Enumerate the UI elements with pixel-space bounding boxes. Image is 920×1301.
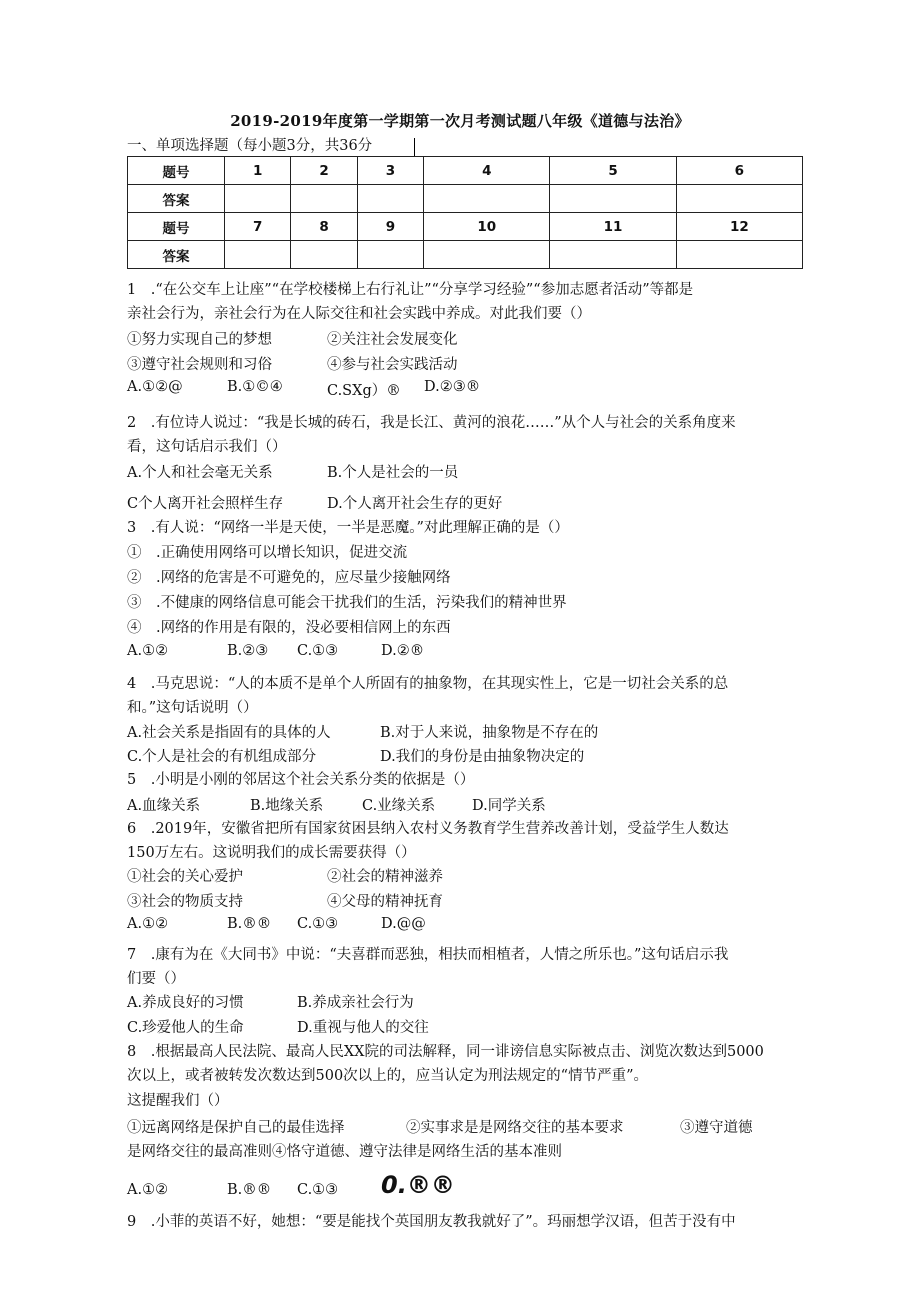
answer-cell[interactable] — [357, 241, 423, 269]
statement: ①努力实现自己的梦想 — [127, 332, 272, 348]
option-b: B.②③ — [227, 643, 269, 659]
question-6-line: 150万左右。这说明我们的成长需要获得（） — [127, 845, 416, 861]
question-2-line: 2 .有位诗人说过：“我是长城的砖石，我是长江、黄河的浪花……”从个人与社会的关系角度来 — [127, 415, 736, 431]
question-8-line: 是网络交往的最高准则④恪守道德、遵守法律是网络生活的基本准则 — [127, 1144, 562, 1160]
option-a: A.①② — [127, 916, 169, 932]
statement: ④ .网络的作用是有限的，没必要相信网上的东西 — [127, 620, 451, 636]
option-c: C.①③ — [297, 1182, 339, 1198]
table-row — [128, 185, 803, 213]
table-header-cell: 答案 — [128, 185, 225, 213]
option-a: A.①② — [127, 643, 169, 659]
question-5-line: 5 .小明是小刚的邻居这个社会关系分类的依据是（） — [127, 772, 475, 788]
table-cell: 11 — [550, 213, 676, 241]
answer-cell[interactable] — [424, 185, 550, 213]
option-b: B.地缘关系 — [250, 798, 324, 814]
option-c: C.①③ — [297, 916, 339, 932]
statement: ②关注社会发展变化 — [327, 332, 458, 348]
table-header-cell: 答案 — [128, 241, 225, 269]
option-c: C.①③ — [297, 643, 339, 659]
table-cell: 7 — [225, 213, 291, 241]
table-cell: 8 — [291, 213, 357, 241]
question-8-line: 8 .根据最高人民法院、最高人民XX院的司法解释，同一诽谤信息实际被点击、浏览次数达到5000 — [127, 1044, 764, 1060]
question-4-line: 和。”这句话说明（） — [127, 700, 258, 716]
option-d: D.②® — [381, 643, 425, 659]
statement: ③社会的物质支持 — [127, 894, 243, 910]
option-b: B.个人是社会的一员 — [327, 465, 459, 481]
answer-cell[interactable] — [676, 185, 802, 213]
answer-cell[interactable] — [357, 185, 423, 213]
option-b: B.养成亲社会行为 — [297, 995, 414, 1011]
option-a: A.个人和社会毫无关系 — [127, 465, 273, 481]
question-8-line: 这提醒我们（） — [127, 1093, 229, 1109]
option-a: A.血缘关系 — [127, 798, 201, 814]
answer-cell[interactable] — [424, 241, 550, 269]
question-4-line: 4 .马克思说：“人的本质不是单个人所固有的抽象物，在其现实性上，它是一切社会关系的总 — [127, 676, 729, 692]
page-title: 2019-2019年度第一学期第一次月考测试题八年级《道德与法治》 — [230, 112, 690, 130]
question-9-line: 9 .小菲的英语不好，她想：“要是能找个英国朋友教我就好了”。玛丽想学汉语，但苦于没有中 — [127, 1214, 736, 1230]
table-cell: 4 — [424, 157, 550, 185]
answer-cell[interactable] — [550, 241, 676, 269]
option-d: D.同学关系 — [472, 798, 546, 814]
statement: ②社会的精神滋养 — [327, 869, 443, 885]
option-b: B.对于人来说，抽象物是不存在的 — [380, 725, 599, 741]
table-header-cell: 题号 — [128, 213, 225, 241]
answer-cell[interactable] — [225, 241, 291, 269]
section-heading: 一、单项选择题（每小题3分，共36分 — [127, 138, 373, 154]
statement: ② .网络的危害是不可避免的，应尽量少接触网络 — [127, 570, 451, 586]
option-d: D.@@ — [381, 916, 426, 932]
question-3-line: 3 .有人说：“网络一半是天使，一半是恶魔。”对此理解正确的是（） — [127, 520, 569, 536]
answer-table — [127, 156, 803, 269]
statement: ④父母的精神抚育 — [327, 894, 443, 910]
table-cell: 12 — [676, 213, 802, 241]
option-d: D.个人离开社会生存的更好 — [327, 496, 503, 512]
statement: ③遵守社会规则和习俗 — [127, 357, 272, 373]
answer-cell[interactable] — [291, 241, 357, 269]
table-cell: 10 — [424, 213, 550, 241]
option-d: 0.®® — [381, 1171, 455, 1199]
option-b: B.®® — [227, 916, 272, 932]
option-b: B.①©④ — [227, 379, 283, 395]
statement: ③遵守道德 — [680, 1120, 753, 1136]
option-d: D.重视与他人的交往 — [297, 1020, 429, 1036]
question-6-line: 6 .2019年，安徽省把所有国家贫困县纳入农村义务教育学生营养改善计划，受益学生人数达 — [127, 821, 729, 837]
table-cell: 9 — [357, 213, 423, 241]
option-b: B.®® — [227, 1182, 272, 1198]
table-row — [128, 213, 803, 241]
statement: ①远离网络是保护自己的最佳选择 — [127, 1120, 345, 1136]
statement: ②实事求是是网络交往的基本要求 — [406, 1120, 624, 1136]
answer-cell[interactable] — [291, 185, 357, 213]
question-7-line: 们要（） — [127, 971, 185, 987]
table-cell: 2 — [291, 157, 357, 185]
question-1-line: 亲社会行为，亲社会行为在人际交往和社会实践中养成。对此我们要（） — [127, 306, 591, 322]
table-cell: 3 — [357, 157, 423, 185]
question-8-line: 次以上，或者被转发次数达到500次以上的，应当认定为刑法规定的“情节严重”。 — [127, 1068, 648, 1084]
answer-cell[interactable] — [225, 185, 291, 213]
table-row — [128, 241, 803, 269]
option-c: C.珍爱他人的生命 — [127, 1020, 244, 1036]
option-a: A.社会关系是指固有的具体的人 — [127, 725, 331, 741]
answer-cell[interactable] — [550, 185, 676, 213]
option-a: A.①②@ — [127, 379, 183, 395]
table-cell: 1 — [225, 157, 291, 185]
table-header-cell: 题号 — [128, 157, 225, 185]
question-1-line: 1 .“在公交车上让座”“在学校楼梯上右行礼让”“分享学习经验”“参加志愿者活动”等都是 — [127, 282, 694, 298]
answer-cell[interactable] — [676, 241, 802, 269]
table-cell: 6 — [676, 157, 802, 185]
question-7-line: 7 .康有为在《大同书》中说：“夫喜群而恶独，相扶而相植者，人情之所乐也。”这句话启示我 — [127, 947, 729, 963]
statement: ③ .不健康的网络信息可能会干扰我们的生活，污染我们的精神世界 — [127, 595, 567, 611]
table-cell: 5 — [550, 157, 676, 185]
option-a: A.养成良好的习惯 — [127, 995, 244, 1011]
option-d: D.②③® — [424, 379, 481, 395]
statement: ①社会的关心爱护 — [127, 869, 243, 885]
table-row — [128, 157, 803, 185]
statement: ④参与社会实践活动 — [327, 357, 458, 373]
option-c: C个人离开社会照样生存 — [127, 496, 284, 512]
option-c: C.个人是社会的有机组成部分 — [127, 749, 317, 765]
option-c: C.业缘关系 — [362, 798, 436, 814]
option-c: C.SXg）® — [327, 383, 401, 399]
option-a: A.①② — [127, 1182, 169, 1198]
question-2-line: 看，这句话启示我们（） — [127, 439, 287, 455]
divider — [414, 138, 415, 156]
statement: ① .正确使用网络可以增长知识，促进交流 — [127, 545, 408, 561]
option-d: D.我们的身份是由抽象物决定的 — [380, 749, 585, 765]
